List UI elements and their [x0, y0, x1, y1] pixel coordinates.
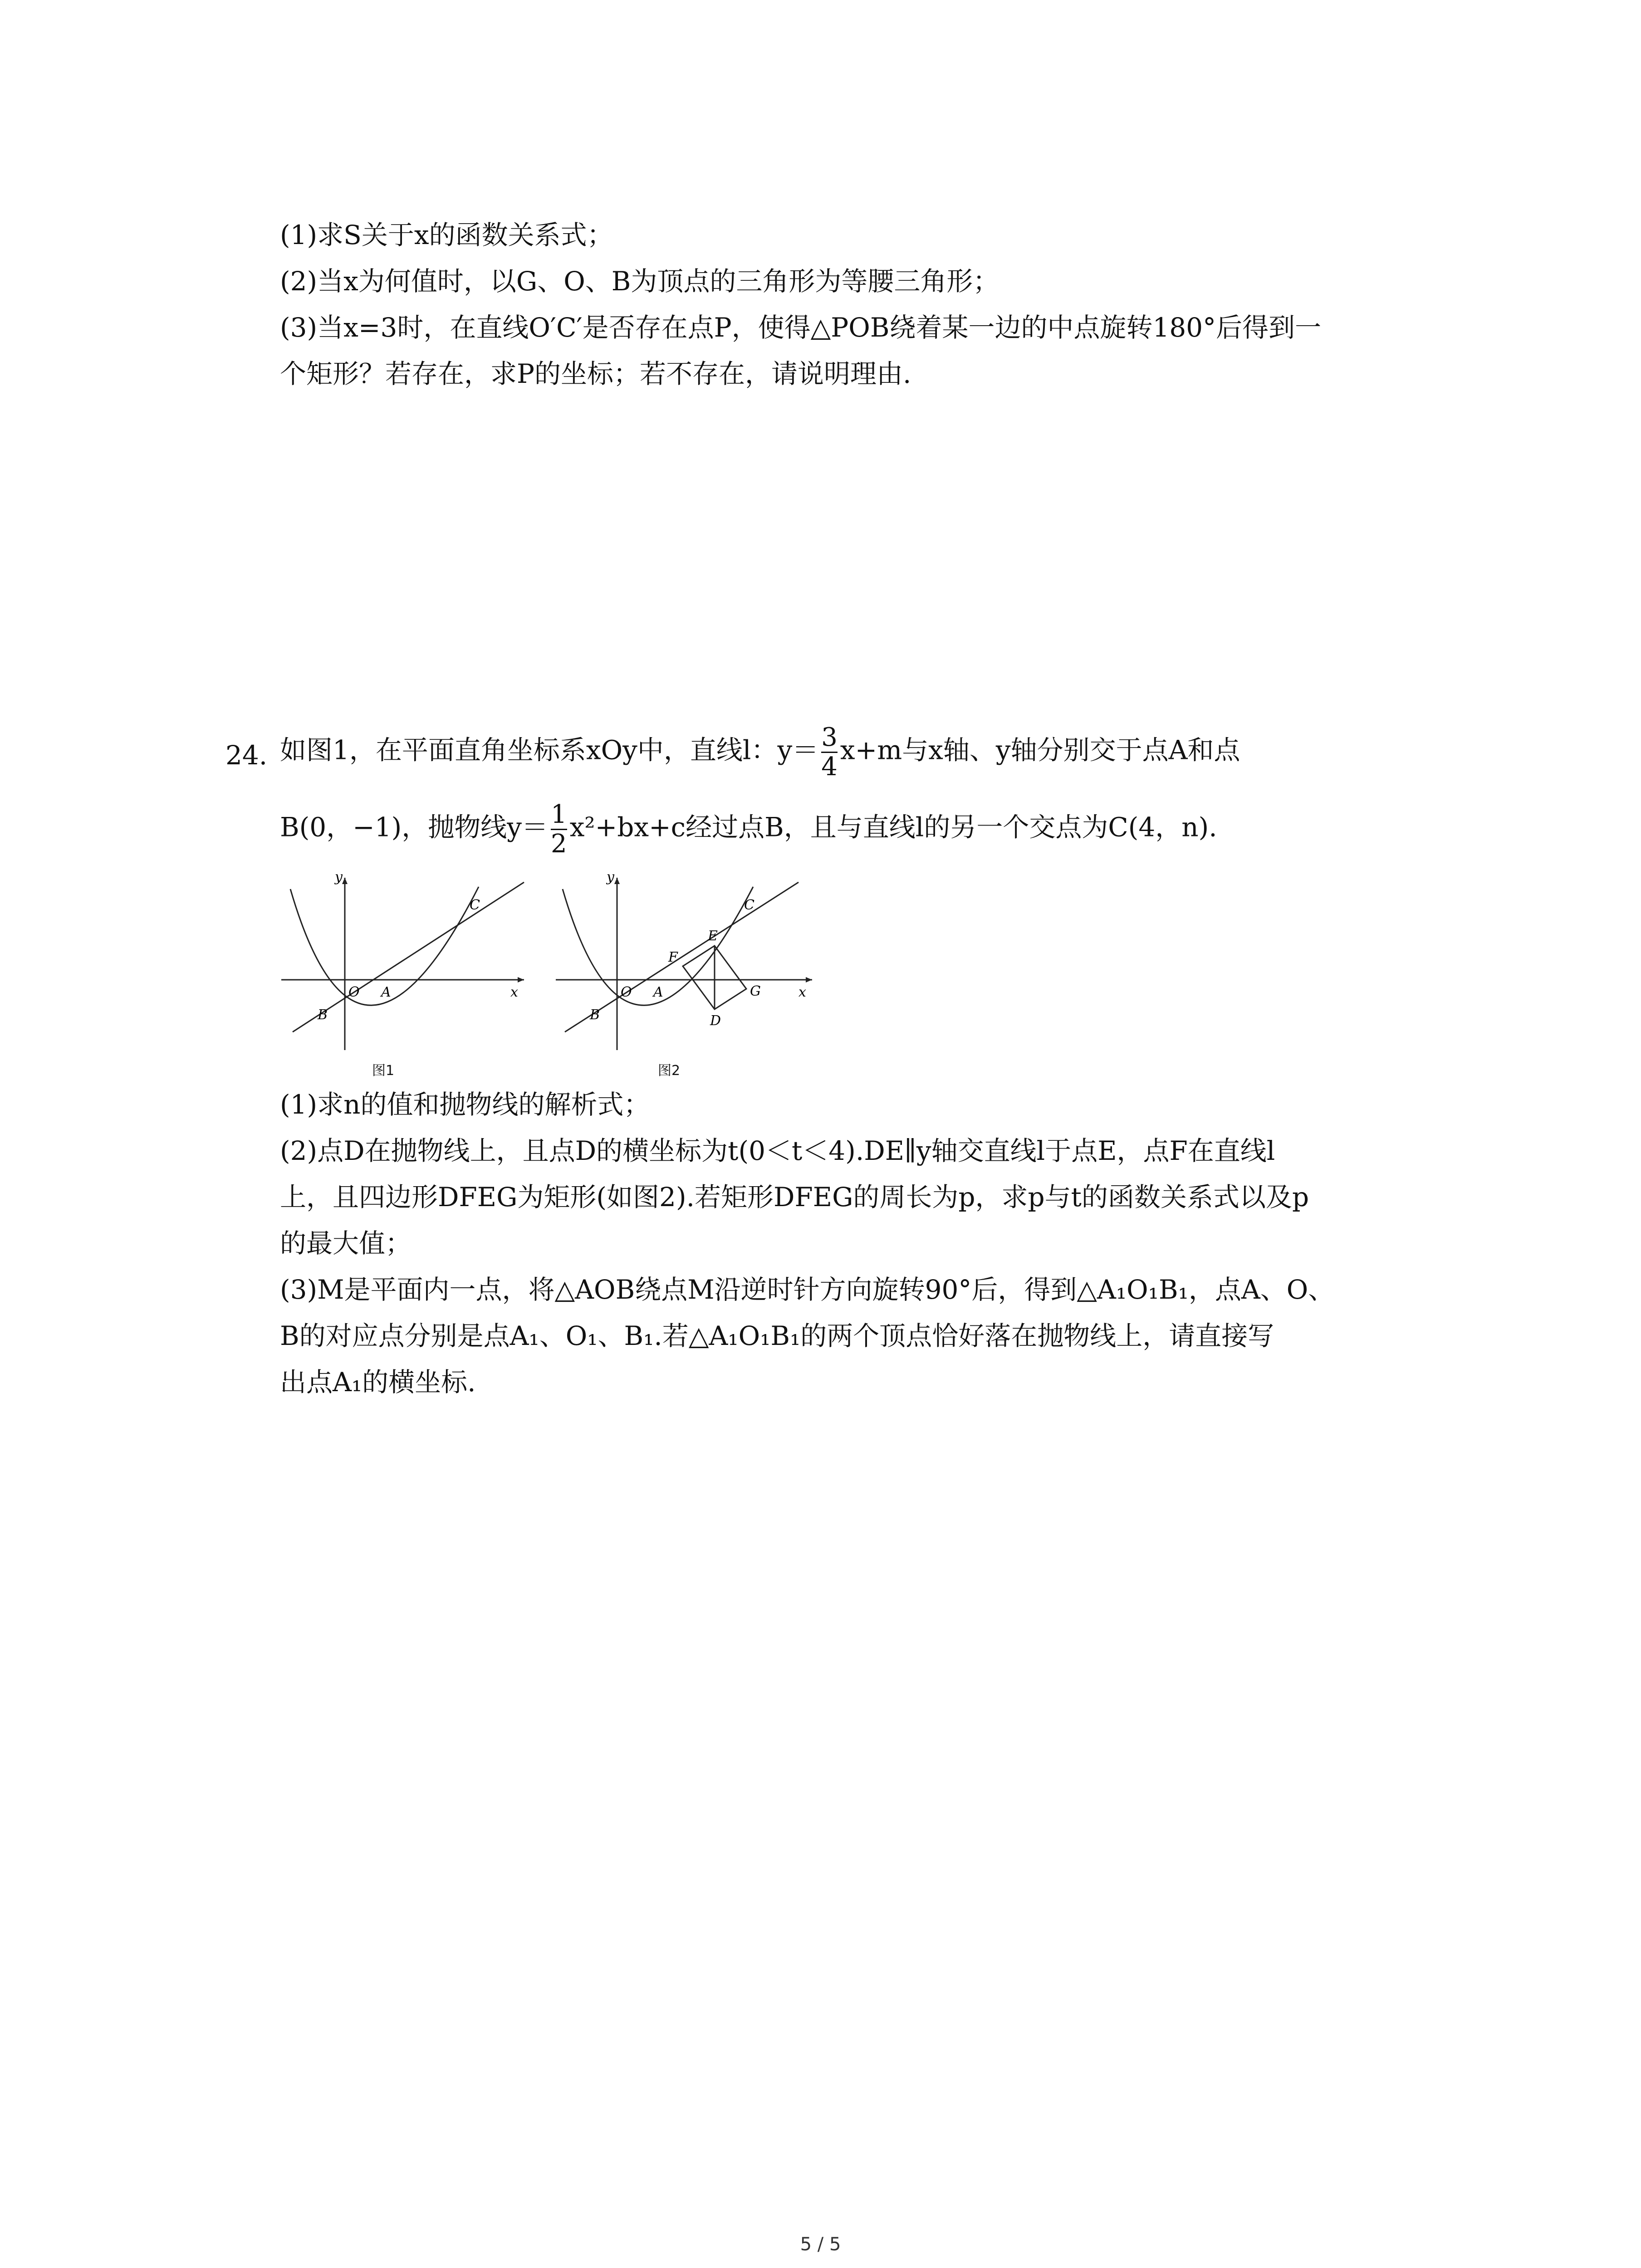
label-O: O	[621, 984, 632, 1000]
prev-part-1: (1)求S关于x的函数关系式；	[280, 220, 613, 250]
prev-part-3-line-2: 个矩形？若存在，求P的坐标；若不存在，请说明理由.	[280, 358, 911, 389]
label-C: C	[470, 897, 480, 913]
x-axis-arrow-icon	[806, 977, 812, 982]
label-x: x	[798, 984, 806, 1000]
figure-1-graph	[272, 869, 535, 1064]
part-3-line-1: (3)M是平面内一点，将△AOB绕点M沿逆时针方向旋转90°后，得到△A₁O₁B₁，点A、O、	[280, 1274, 1335, 1305]
label-B: B	[318, 1007, 328, 1023]
label-F: F	[668, 949, 678, 965]
intro-text-b: x+m与x轴、y轴分别交于点A和点	[840, 734, 1240, 766]
part-2-line-2: 上，且四边形DFEG为矩形(如图2).若矩形DFEG的周长为p，求p与t的函数关系式以及p	[280, 1182, 1309, 1212]
question-intro-line-1	[280, 723, 1240, 781]
part-3-line-2: B的对应点分别是点A₁、O₁、B₁.若△A₁O₁B₁的两个顶点恰好落在抛物线上，请直接写	[280, 1320, 1274, 1351]
part-2-line-3: 的最大值；	[280, 1228, 412, 1259]
question-intro-line-2	[280, 801, 1217, 858]
figure-2	[547, 869, 819, 1064]
label-y: y	[335, 869, 343, 885]
fraction-numerator: 1	[551, 800, 567, 829]
y-axis-arrow-icon	[342, 878, 348, 884]
intro2-text-b: x²+bx+c经过点B，且与直线l的另一个交点为C(4，n).	[569, 811, 1217, 843]
intro-text-a: 如图1，在平面直角坐标系xOy中，直线l：y＝	[280, 734, 819, 766]
label-C: C	[744, 897, 754, 913]
label-A: A	[381, 984, 391, 1000]
label-A: A	[653, 984, 663, 1000]
part-3-line-3: 出点A₁的横坐标.	[280, 1367, 476, 1398]
part-2-line-1: (2)点D在抛物线上，且点D的横坐标为t(0＜t＜4).DE∥y轴交直线l于点E，点F在直线l	[280, 1135, 1275, 1166]
label-x: x	[510, 984, 518, 1000]
figure-1-caption: 图1	[372, 1063, 395, 1079]
intro2-text-a: B(0，−1)，抛物线y＝	[280, 811, 549, 843]
figure-2-caption: 图2	[658, 1063, 681, 1079]
label-B: B	[590, 1007, 600, 1023]
fraction-denominator: 4	[821, 752, 838, 782]
figure-1	[272, 869, 535, 1064]
label-D: D	[710, 1013, 721, 1029]
fraction-denominator: 2	[551, 829, 567, 859]
label-G: G	[750, 983, 761, 999]
question-number: 24.	[225, 740, 268, 771]
fraction-three-quarters	[821, 723, 838, 781]
y-axis-arrow-icon	[614, 878, 620, 884]
part-1: (1)求n的值和抛物线的解析式；	[280, 1089, 650, 1120]
label-y: y	[607, 869, 614, 885]
line-l	[565, 882, 798, 1032]
figure-2-graph	[547, 869, 819, 1064]
fraction-one-half	[551, 801, 567, 858]
page-number: 5 / 5	[800, 2234, 841, 2255]
x-axis-arrow-icon	[518, 977, 524, 982]
label-O: O	[348, 984, 360, 1000]
prev-part-3-line-1: (3)当x=3时，在直线O′C′是否存在点P，使得△POB绕着某一边的中点旋转180°后得到一	[280, 312, 1322, 343]
fraction-numerator: 3	[821, 723, 838, 752]
prev-part-2: (2)当x为何值时，以G、O、B为顶点的三角形为等腰三角形；	[280, 266, 999, 297]
label-E: E	[708, 928, 718, 944]
